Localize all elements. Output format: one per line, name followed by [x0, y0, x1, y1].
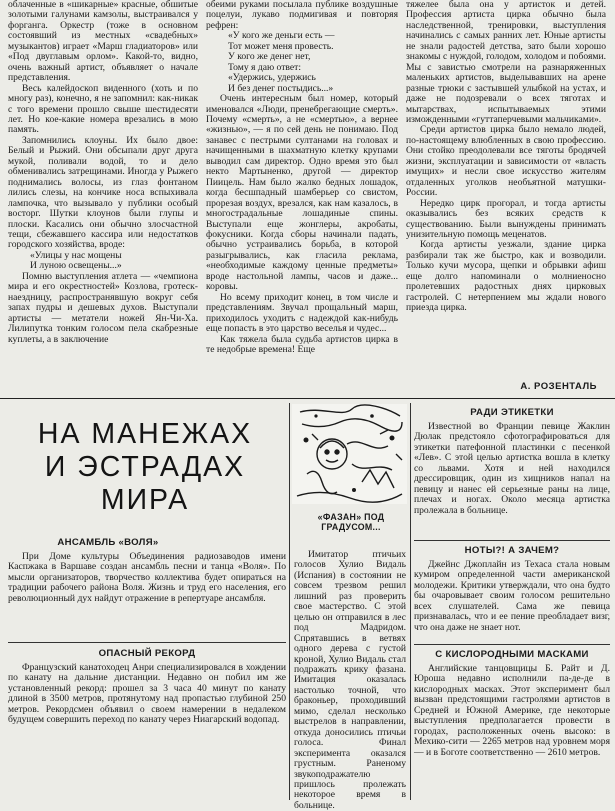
verse-line: Тот может меня провесть. — [228, 40, 334, 52]
paragraph: обеими руками посылала публике воздушные поцелуи, лукаво подмигивая и повторяя рефрен: — [206, 0, 398, 31]
paragraph: Запомнились клоуны. Их было двое: Белый и Рыжий. Они обсыпали друг друга мукой, поливали водой, то и дело обменивались затрещинами. Иногда у Рыжего поднимались волосы, из глаз фонтаном лились слезы, на кончике носа вспыхивала лампочка, что вызывало у публики особый восторг. Шутки клоунов были глупы и плоски. Касались они обычно злосчастной тещи, сбежавшего кассира или недостатков городского хозяйства, вроде: — [8, 134, 198, 251]
ensemble-title: АНСАМБЛЬ «ВОЛЯ» — [57, 537, 159, 548]
column-divider — [410, 403, 411, 800]
paragraph: При Доме культуры Объединения радиозаводов имени Каспжака в Варшаве создан ансамбль песни и танца «Воля». По мысли организаторов, творчество коллектива будет опираться на традиции рабочего района Воля. Жизнь и труд его населения, его революционный дух найдут отражение в репертуаре ансамбля. — [8, 551, 286, 604]
paragraph: тяжелее была она у артисток и детей. Профессия артиста цирка обычно была наследственной, тренировки, выступления начинались с самых ранних лет. Юные артисты не знали радостей детства, зато были хорошо знакомы с нуждой, голодом, холодом и побоями. Мы с завистью смотрели на разнаряженных маленьких артистов, выделывавших на арене разные трюки с застывшей улыбкой на устах, и даже не подозревали о всех тяготах и мытарствах, испытываемых этими изможденными «гуттаперчевыми мальчиками». — [406, 0, 606, 125]
article-column-1 — [8, 0, 198, 393]
author-signature: А. РОЗЕНТАЛЬ — [520, 381, 597, 392]
fazan-text — [294, 549, 406, 811]
section-headline — [10, 418, 280, 517]
verse-line: «Удержись, удержись — [228, 72, 316, 84]
headline-line: МИРА — [100, 484, 190, 516]
paragraph: Помню выступления атлета — «чемпиона мира и его окрестностей» Козлова, гротеск-наездницу, распространявшую вокруг себя запах пудры и дешевых духов. Выступали артисты — метатели ножей Ян-Чи-Ха. Лилипутка тонким голосом пела скабрезные куплеты, а в заключение — [8, 270, 198, 345]
verse-line: Тому я даю ответ: — [228, 61, 301, 73]
paragraph: Как тяжела была судьба артистов цирка в те недобрые времена! Еще — [206, 333, 398, 355]
circus-illustration — [292, 404, 407, 504]
article-column-3 — [406, 0, 606, 375]
verse-line: «У кого же деньги есть — — [228, 30, 335, 42]
record-title: ОПАСНЫЙ РЕКОРД — [98, 648, 196, 659]
headline-line: И ЭСТРАДАХ — [44, 451, 246, 483]
divider — [414, 540, 610, 541]
paragraph: Английские танцовщицы Б. Райт и Д. Юроша недавно исполнили па-де-де в кислородных масках. Этот эксперимент был вызван предстоящими гастролями артистов в Средней и Южной Америке, где некоторые выступления предполагается провести в городах, расположенных очень высоко: в Мехико-сити — 2265 метров над уровнем моря — и в Боготе соответственно — 2610 метров. — [414, 663, 610, 758]
paragraph: Нередко цирк прогорал, и тогда артисты оказывались без всяких средств к существованию. Были вынуждены принимать унизительную помощь меценатов. — [406, 197, 606, 240]
masks-text — [414, 664, 610, 800]
divider — [414, 644, 610, 645]
paragraph: Французский канатоходец Анри специализировался в хождении по канату на дальние дистанции. Недавно он побил им же установленный рекорд: прошел за 3 часа 40 минут по канату длиной в 3500 метров, протянутому над пропастью глубиной 250 метров. Рекордсмен объявил о своем намерении в недалеком будущем совершить переход по канату через Ниагарский водопад. — [8, 662, 286, 726]
etiketki-title: РАДИ ЭТИКЕТКИ — [470, 407, 554, 418]
noty-title: НОТЫ?! А ЗАЧЕМ? — [464, 545, 560, 556]
headline-line: НА МАНЕЖАХ — [37, 418, 253, 450]
paragraph: Среди артистов цирка было немало людей, по-настоящему влюбленных в свою профессию. Они стойко преодолевали все тяготы бродячей жизни, эксплуатации и зависимости от «власть имущих» и несли свое искусство жителям отдаленных уголков необъятной матушки-России. — [406, 124, 606, 199]
article-column-2 — [206, 0, 398, 393]
paragraph: Когда артисты уезжали, здание цирка разбирали так же быстро, как и возводили. Только кучи мусора, щепки и обрывки афиш еще долго напоминали о молниеносно пролетевших радостных днях цирковых гастролей. С нетерпением мы ждали нового приезда цирка. — [406, 239, 606, 314]
ensemble-text — [8, 552, 286, 638]
paragraph: Имитатор птичьих голосов Хулио Видаль (Испания) в состоянии не совсем трезвом решил лишний раз проверить свое мастерство. С этой целью он отправился в лес под Мадридом. Спрятавшись в ветвях одного дерева с густой кроной, Хулио Видаль стал подражать крику фазана. Имитация оказалась настолько точной, что браконьер, проходивший мимо, сделал несколько выстрелов в направлении, откуда доносились птичьи голоса. Финал эксперимента оказался грустным. Раненому звукоподражателю пришлось пролежать некоторое время в больнице. — [294, 549, 406, 811]
fazan-title: «ФАЗАН» ПОД ГРАДУСОМ... — [317, 512, 385, 532]
paragraph: Известной во Франции певице Жаклин Дюлак предстояло сфотографироваться для этикетки патефонной пластинки с песенкой «Лев». С этой целью артистка вошла в клетку со львами. Хотя и ней находился дрессировщик, один из хищников напал на певицу и нанес ей серьезные раны на лице, плечах и ногах. Около месяца артистка пролежала в больнице. — [414, 421, 610, 516]
paragraph: Джейнс Джоплайн из Техаса стала новым кумиром определенной части американской молодежи. Критики утверждали, что она будто бы очаровывает своим голосом решительно всех слушателей. Сама же певица признавалась, что и ее пение преобладает визг, что она даже не знает нот. — [414, 559, 610, 633]
masks-title: С КИСЛОРОДНЫМИ МАСКАМИ — [435, 649, 589, 660]
paragraph: облаченные в «шикарные» красные, обшитые золотыми галунами камзолы, выстраивался у форганга. Оркестр (тоже в основном состоявший из местных «свадебных» музыкантов) играет «Марш гладиаторов» или «Под двуглавым орлом». Какой-то, видно, очень важный артист, объявляет о начале представления. — [8, 0, 198, 84]
section-divider — [0, 398, 615, 399]
paragraph: Но всему приходит конец, в том числе и представлениям. Звучал прощальный марш, приходилось уходить с надеждой как-нибудь еще попасть в это царство веселья и чудес... — [206, 291, 398, 335]
verse-line: У кого же денег нет, — [228, 51, 311, 63]
verse-line: И луною освещены...» — [30, 260, 122, 272]
noty-text — [414, 560, 610, 640]
paragraph: Очень интересным был номер, который именовался «Люди, пренебрегающие смерть». Почему «смерть», а не «смертью», а вернее «жизнью», — я по сей день не понимаю. Под занавес с пестрыми султанами на головах и начищенными в шахматную клетку крупами выводил сам директор. Одно время это был некто Мартыненко, другой — директор Пиицель. Нам было жалко бедных лошадок, когда бесшпадный шамберьер со свистом, прорезая воздух, врезался, как нам казалось, в многострадальные лошадиные спины. Выступали еще жонглеры, акробаты, фокусники. Когда сборы начинали падать, обычно устраивались борьба, в которой разыгрывались, как гласила реклама, «необходимые каждому ценные предметы» вроде настольной лампы, часов и даже... коровы. — [206, 93, 398, 293]
divider — [8, 642, 286, 643]
paragraph: Весь калейдоскоп виденного (хоть и по многу раз), конечно, я не запомнил: как-никак с того времени прошло свыше шестидесяти лет. Но кое-какие номера врезались в мою память. — [8, 82, 198, 136]
verse-line: «Улицы у нас мощены — [30, 249, 122, 261]
etiketki-text — [414, 422, 610, 537]
column-divider — [289, 403, 290, 800]
verse-line: И без денег постыдись...» — [228, 82, 334, 94]
record-text — [8, 663, 286, 800]
